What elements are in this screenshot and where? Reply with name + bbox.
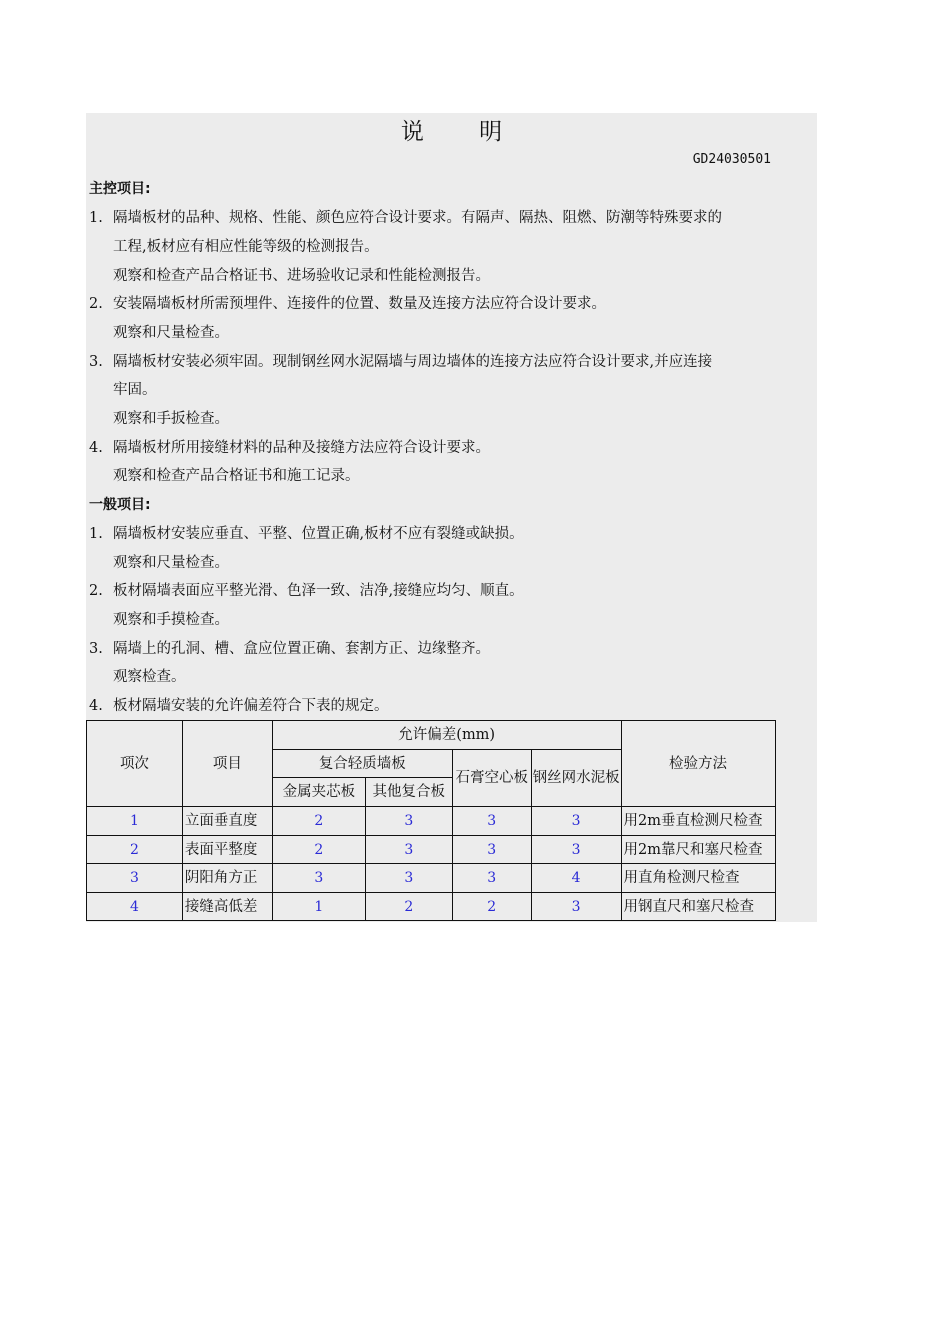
row-gypsum: 3: [452, 864, 531, 893]
general-section-heading: 一般项目:: [89, 497, 151, 513]
document-code: GD24030501: [692, 152, 771, 167]
row-index: 3: [87, 864, 183, 893]
item-method: 观察和检查产品合格证书、进场验收记录和性能检测报告。: [113, 268, 490, 284]
row-method: 用2m垂直检测尺检查: [621, 807, 775, 836]
row-method: 用钢直尺和塞尺检查: [621, 893, 775, 921]
item-text: 隔墙板材安装必须牢固。现制钢丝网水泥隔墙与周边墙体的连接方法应符合设计要求,并应连接: [113, 354, 713, 370]
item-number: 4.: [89, 440, 103, 456]
header-item: 项目: [182, 721, 272, 807]
item-number: 3.: [89, 641, 103, 657]
row-metal: 1: [272, 893, 365, 921]
row-item: 阴阳角方正: [182, 864, 272, 893]
row-gypsum: 3: [452, 836, 531, 864]
item-number: 2.: [89, 583, 103, 599]
main-section-heading: 主控项目:: [89, 181, 151, 197]
item-text: 隔墙板材安装应垂直、平整、位置正确,板材不应有裂缝或缺损。: [113, 526, 524, 542]
table-row: [87, 893, 818, 921]
row-item: 接缝高低差: [182, 893, 272, 921]
header-index: 项次: [87, 721, 183, 807]
item-number: 2.: [89, 296, 103, 312]
header-steel-mesh: 钢丝网水泥板: [531, 750, 621, 807]
table-row: [87, 807, 818, 836]
row-metal: 2: [272, 836, 365, 864]
item-text: 隔墙上的孔洞、槽、盒应位置正确、套割方正、边缘整齐。: [113, 641, 490, 657]
item-text: 牢固。: [113, 382, 157, 398]
item-number: 4.: [89, 698, 103, 714]
row-method: 用2m靠尺和塞尺检查: [621, 836, 775, 864]
header-metal-sandwich: 金属夹芯板: [272, 778, 365, 807]
row-gypsum: 3: [452, 807, 531, 836]
row-index: 2: [87, 836, 183, 864]
item-method: 观察和手扳检查。: [113, 411, 229, 427]
item-method: 观察和尺量检查。: [113, 325, 229, 341]
header-other-composite: 其他复合板: [365, 778, 452, 807]
header-method: 检验方法: [621, 721, 775, 807]
page-title: 说 明: [400, 119, 527, 145]
item-method: 观察和手摸检查。: [113, 612, 229, 628]
item-text: 板材隔墙表面应平整光滑、色泽一致、洁净,接缝应均匀、顺直。: [113, 583, 524, 599]
item-text: 板材隔墙安装的允许偏差符合下表的规定。: [113, 698, 389, 714]
header-tolerance: 允许偏差(mm): [272, 721, 621, 750]
row-method: 用直角检测尺检查: [621, 864, 775, 893]
row-other: 3: [365, 807, 452, 836]
tolerance-table: [86, 720, 817, 921]
document-sheet: [86, 113, 817, 922]
row-other: 2: [365, 893, 452, 921]
row-metal: 3: [272, 864, 365, 893]
table-row: [87, 836, 818, 864]
table-spacer: [775, 721, 817, 921]
row-steel: 3: [531, 807, 621, 836]
item-text: 安装隔墙板材所需预埋件、连接件的位置、数量及连接方法应符合设计要求。: [113, 296, 606, 312]
item-method: 观察和检查产品合格证书和施工记录。: [113, 468, 360, 484]
item-text: 隔墙板材所用接缝材料的品种及接缝方法应符合设计要求。: [113, 440, 490, 456]
row-steel: 3: [531, 836, 621, 864]
row-steel: 4: [531, 864, 621, 893]
header-composite: 复合轻质墙板: [272, 750, 452, 778]
row-item: 立面垂直度: [182, 807, 272, 836]
row-gypsum: 2: [452, 893, 531, 921]
row-metal: 2: [272, 807, 365, 836]
item-method: 观察和尺量检查。: [113, 555, 229, 571]
row-index: 1: [87, 807, 183, 836]
row-index: 4: [87, 893, 183, 921]
row-item: 表面平整度: [182, 836, 272, 864]
table-row: [87, 864, 818, 893]
row-steel: 3: [531, 893, 621, 921]
item-number: 1.: [89, 526, 103, 542]
header-gypsum: 石膏空心板: [452, 750, 531, 807]
item-number: 3.: [89, 354, 103, 370]
item-number: 1.: [89, 210, 103, 226]
item-text: 隔墙板材的品种、规格、性能、颜色应符合设计要求。有隔声、隔热、阻燃、防潮等特殊要求的: [113, 210, 722, 226]
row-other: 3: [365, 864, 452, 893]
row-other: 3: [365, 836, 452, 864]
item-method: 观察检查。: [113, 669, 186, 685]
item-text: 工程,板材应有相应性能等级的检测报告。: [113, 239, 379, 255]
